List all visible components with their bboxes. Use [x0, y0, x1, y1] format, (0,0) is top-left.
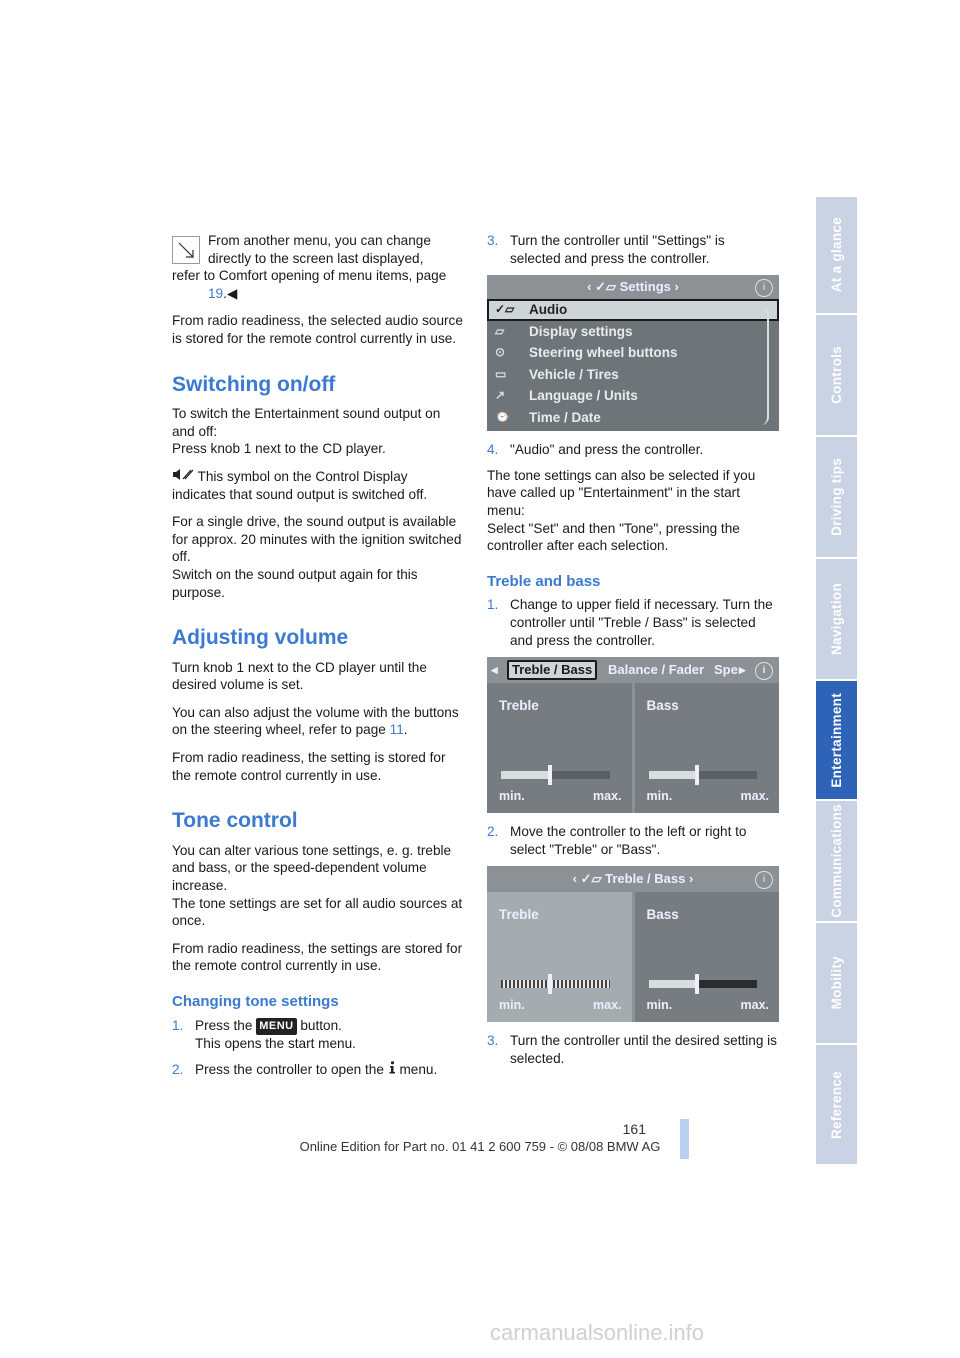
slider-fill: [649, 980, 698, 988]
slider-range: [647, 997, 770, 1015]
switch-p1a: To switch the Entertainment sound output on and off:: [172, 406, 441, 439]
right-column: [487, 232, 779, 1076]
paragraph: From radio readiness, the settings are stored for the remote control currently in use.: [172, 940, 463, 974]
sidebar-tab-label: At a glance: [829, 217, 844, 293]
step-text: Turn the controller until the desired setting is selected.: [510, 1033, 777, 1066]
screen-title-bar: [487, 275, 779, 299]
treble-slider[interactable]: [501, 771, 610, 779]
tone-p1b: The tone settings are set for all audio sources at once.: [172, 895, 463, 929]
tab-bar: [487, 657, 779, 683]
step-text: Press the: [195, 1017, 253, 1033]
bass-pane[interactable]: [635, 683, 780, 813]
settings-menu-item[interactable]: [487, 321, 779, 343]
step-4: [487, 441, 779, 459]
max-label: max.: [593, 997, 622, 1012]
note-icon: [172, 236, 200, 264]
step-number: 1.: [487, 597, 499, 613]
min-label: min.: [646, 997, 673, 1012]
vol-p2: You can also adjust the volume with the buttons on the steering wheel, refer to page: [172, 704, 459, 738]
tab-treble-bass[interactable]: Treble / Bass: [507, 660, 597, 680]
settings-menu-item[interactable]: [487, 364, 779, 386]
footer-text: Online Edition for Part no. 01 41 2 600 759 - © 08/08 BMW AG: [299, 1139, 661, 1154]
step-number: 4.: [487, 442, 499, 458]
tb-step-3: [487, 1032, 779, 1067]
help-icon: i: [755, 871, 773, 889]
menu-item-label: Time / Date: [529, 409, 601, 425]
tone-screen-tabs: [487, 657, 779, 813]
paragraph: [172, 468, 464, 503]
slider-range: [647, 788, 770, 806]
right-arrow-icon: ▸: [739, 662, 746, 678]
step-text: "Audio" and press the controller.: [510, 442, 704, 458]
screen-title-bar: [487, 866, 779, 892]
forward-arrow-icon: ›: [685, 871, 694, 887]
slider-fill: [649, 771, 698, 779]
slider-range: [499, 788, 622, 806]
tab-speed[interactable]: Spe: [714, 662, 738, 678]
min-label: min.: [499, 997, 525, 1012]
step-number: 3.: [487, 233, 499, 248]
paragraph: From radio readiness, the selected audio source is stored for the remote control currently in use.: [172, 313, 463, 346]
menu-item-label: Steering wheel buttons: [529, 345, 678, 361]
step-text: This opens the start menu.: [195, 1036, 356, 1052]
settings-menu-item[interactable]: [487, 407, 779, 429]
sidebar-tab-label: Entertainment: [829, 692, 844, 788]
chapter-sidebar: [816, 197, 857, 1160]
step-number: 1.: [172, 1017, 184, 1033]
sidebar-tab-at-a-glance[interactable]: [816, 197, 857, 313]
step-1: [172, 1017, 464, 1053]
sidebar-tab-label: Communications: [829, 804, 844, 918]
pane-label-bass: Bass: [646, 907, 679, 923]
heading-tone: Tone control: [172, 809, 298, 833]
switch-p2: This symbol on the Control Display indicates that sound output is switched off.: [172, 468, 428, 502]
sidebar-tab-mobility[interactable]: [816, 923, 857, 1043]
info-icon: [388, 1061, 396, 1079]
paragraph: [172, 513, 464, 601]
step-text: Change to upper field if necessary. Turn the controller until "Treble / Bass" is selected and press the controller.: [510, 597, 773, 648]
menu-button-icon: MENU: [256, 1018, 296, 1036]
step-2: [172, 1061, 464, 1079]
min-label: min.: [499, 788, 525, 803]
settings-menu-list: [487, 299, 779, 428]
help-icon: i: [755, 662, 773, 680]
step-text: menu.: [399, 1061, 438, 1077]
menu-item-icon: ⊙: [495, 345, 506, 360]
slider-knob[interactable]: [695, 974, 699, 994]
left-arrow-icon: ◂: [491, 662, 498, 678]
menu-item-label: Display settings: [529, 323, 633, 339]
slider-knob[interactable]: [548, 974, 552, 994]
tone-p1a: You can alter various tone settings, e. g. treble and bass, or the speed-dependent volume increase.: [172, 842, 452, 894]
note-line1: From another menu, you can change: [208, 233, 431, 248]
settings-menu-item[interactable]: [487, 299, 779, 321]
heading-volume: Adjusting volume: [172, 626, 349, 650]
back-arrow-icon: ‹: [572, 871, 581, 887]
tb-step-1: [487, 596, 779, 649]
scroll-indicator: [761, 307, 769, 425]
forward-arrow-icon: ›: [670, 279, 679, 295]
step-3: [487, 232, 779, 267]
tone-icon: ✓▱: [580, 871, 606, 887]
help-icon: i: [755, 279, 773, 297]
step-text: Turn the controller until "Settings" is selected and press the controller.: [510, 233, 725, 266]
screen-title: Settings: [619, 279, 671, 295]
max-label: max.: [740, 997, 769, 1012]
tone-screen-detail: [487, 866, 779, 1022]
paragraph: From radio readiness, the setting is stored for the remote control currently in use.: [172, 750, 446, 783]
back-arrow-icon: ‹: [587, 279, 596, 295]
slider-knob[interactable]: [695, 765, 699, 785]
slider-fill: [501, 771, 550, 779]
sidebar-tab-label: Controls: [829, 346, 844, 404]
note-line2: directly to the screen last displayed,: [208, 250, 424, 266]
treble-pane[interactable]: [487, 683, 635, 813]
treble-slider[interactable]: [501, 980, 610, 988]
menu-item-icon: ⌚: [495, 409, 510, 424]
tone-panes: [487, 683, 779, 813]
heading-switching: Switching on/off: [172, 372, 336, 396]
slider-range: [499, 997, 622, 1015]
sound-off-icon: [172, 468, 194, 486]
paragraph: [487, 467, 779, 555]
paragraph: [172, 842, 464, 930]
sidebar-tab-reference[interactable]: [816, 1045, 857, 1164]
tone-panes: [487, 892, 779, 1022]
step-text: Press the controller to open the: [195, 1061, 384, 1077]
sidebar-tab-label: Reference: [829, 1070, 844, 1139]
alt-p-a: The tone settings can also be selected if you have called up "Entertainment" in the start menu:: [487, 467, 756, 518]
tb-step-2: [487, 823, 779, 858]
sidebar-tab-controls[interactable]: [816, 315, 857, 435]
alt-p-b: Select "Set" and then "Tone", pressing the controller after each selection.: [487, 520, 740, 554]
watermark: carmanualsonline.info: [490, 1320, 705, 1345]
heading-changing: Changing tone settings: [172, 993, 339, 1010]
sidebar-tab-label: Mobility: [829, 956, 844, 1010]
menu-item-label: Audio: [529, 302, 568, 318]
sidebar-tab-communications[interactable]: [816, 801, 857, 921]
switch-p3a: For a single drive, the sound output is available for approx. 20 minutes with the ignition switched off.: [172, 514, 462, 565]
car-settings-icon: ✓▱: [595, 279, 620, 295]
step-number: 2.: [172, 1061, 184, 1077]
note-paragraph: [172, 232, 464, 302]
step-text: button.: [300, 1017, 342, 1033]
paragraph: Turn knob 1 next to the CD player until the desired volume is set.: [172, 659, 427, 693]
note-end-mark: .◀: [223, 285, 238, 301]
settings-menu-item[interactable]: [487, 342, 779, 364]
left-column: [172, 232, 464, 1086]
menu-item-icon: ▱: [495, 323, 505, 338]
menu-item-icon: ▭: [495, 366, 507, 381]
menu-item-icon: ↗: [495, 388, 506, 403]
pane-label-treble: Treble: [499, 698, 539, 714]
step-number: 3.: [487, 1033, 499, 1049]
sidebar-tab-navigation[interactable]: [816, 559, 857, 679]
settings-screen: [487, 275, 779, 431]
vol-page-link[interactable]: 11: [389, 722, 404, 738]
menu-item-label: Vehicle / Tires: [529, 366, 619, 382]
heading-treble-bass: Treble and bass: [487, 572, 601, 590]
max-label: max.: [593, 788, 622, 803]
note-rest: refer to Comfort opening of menu items, page: [172, 268, 447, 284]
pane-label-bass: Bass: [646, 698, 679, 714]
sidebar-tab-label: Driving tips: [829, 458, 844, 536]
pane-label-treble: Treble: [499, 907, 539, 923]
slider-knob[interactable]: [548, 765, 552, 785]
tab-balance-fader[interactable]: Balance / Fader: [608, 662, 705, 678]
page-number: 161: [622, 1121, 646, 1137]
switch-p3b: Switch on the sound output again for this purpose.: [172, 566, 418, 600]
bass-slider[interactable]: [649, 980, 758, 988]
settings-menu-item[interactable]: [487, 385, 779, 407]
paragraph: [172, 405, 464, 458]
sidebar-tab-entertainment[interactable]: [816, 681, 857, 799]
bass-slider[interactable]: [649, 771, 758, 779]
step-text: Move the controller to the left or right to select "Treble" or "Bass".: [510, 824, 747, 857]
menu-item-label: Language / Units: [529, 388, 638, 404]
screen-title: Treble / Bass: [605, 871, 686, 887]
max-label: max.: [740, 788, 769, 803]
step-number: 2.: [487, 824, 499, 840]
treble-pane[interactable]: [487, 892, 635, 1022]
sidebar-tab-label: Navigation: [829, 582, 844, 655]
sidebar-tab-driving-tips[interactable]: [816, 437, 857, 557]
note-page-link[interactable]: 19: [208, 285, 224, 301]
switch-p1b: Press knob 1 next to the CD player.: [172, 441, 386, 457]
min-label: min.: [646, 788, 673, 803]
paragraph: You can also adjust the volume with the buttons on the steering wheel, refer to page 11.: [172, 704, 459, 738]
bass-pane[interactable]: [635, 892, 780, 1022]
menu-item-icon: ✓▱: [495, 302, 515, 317]
